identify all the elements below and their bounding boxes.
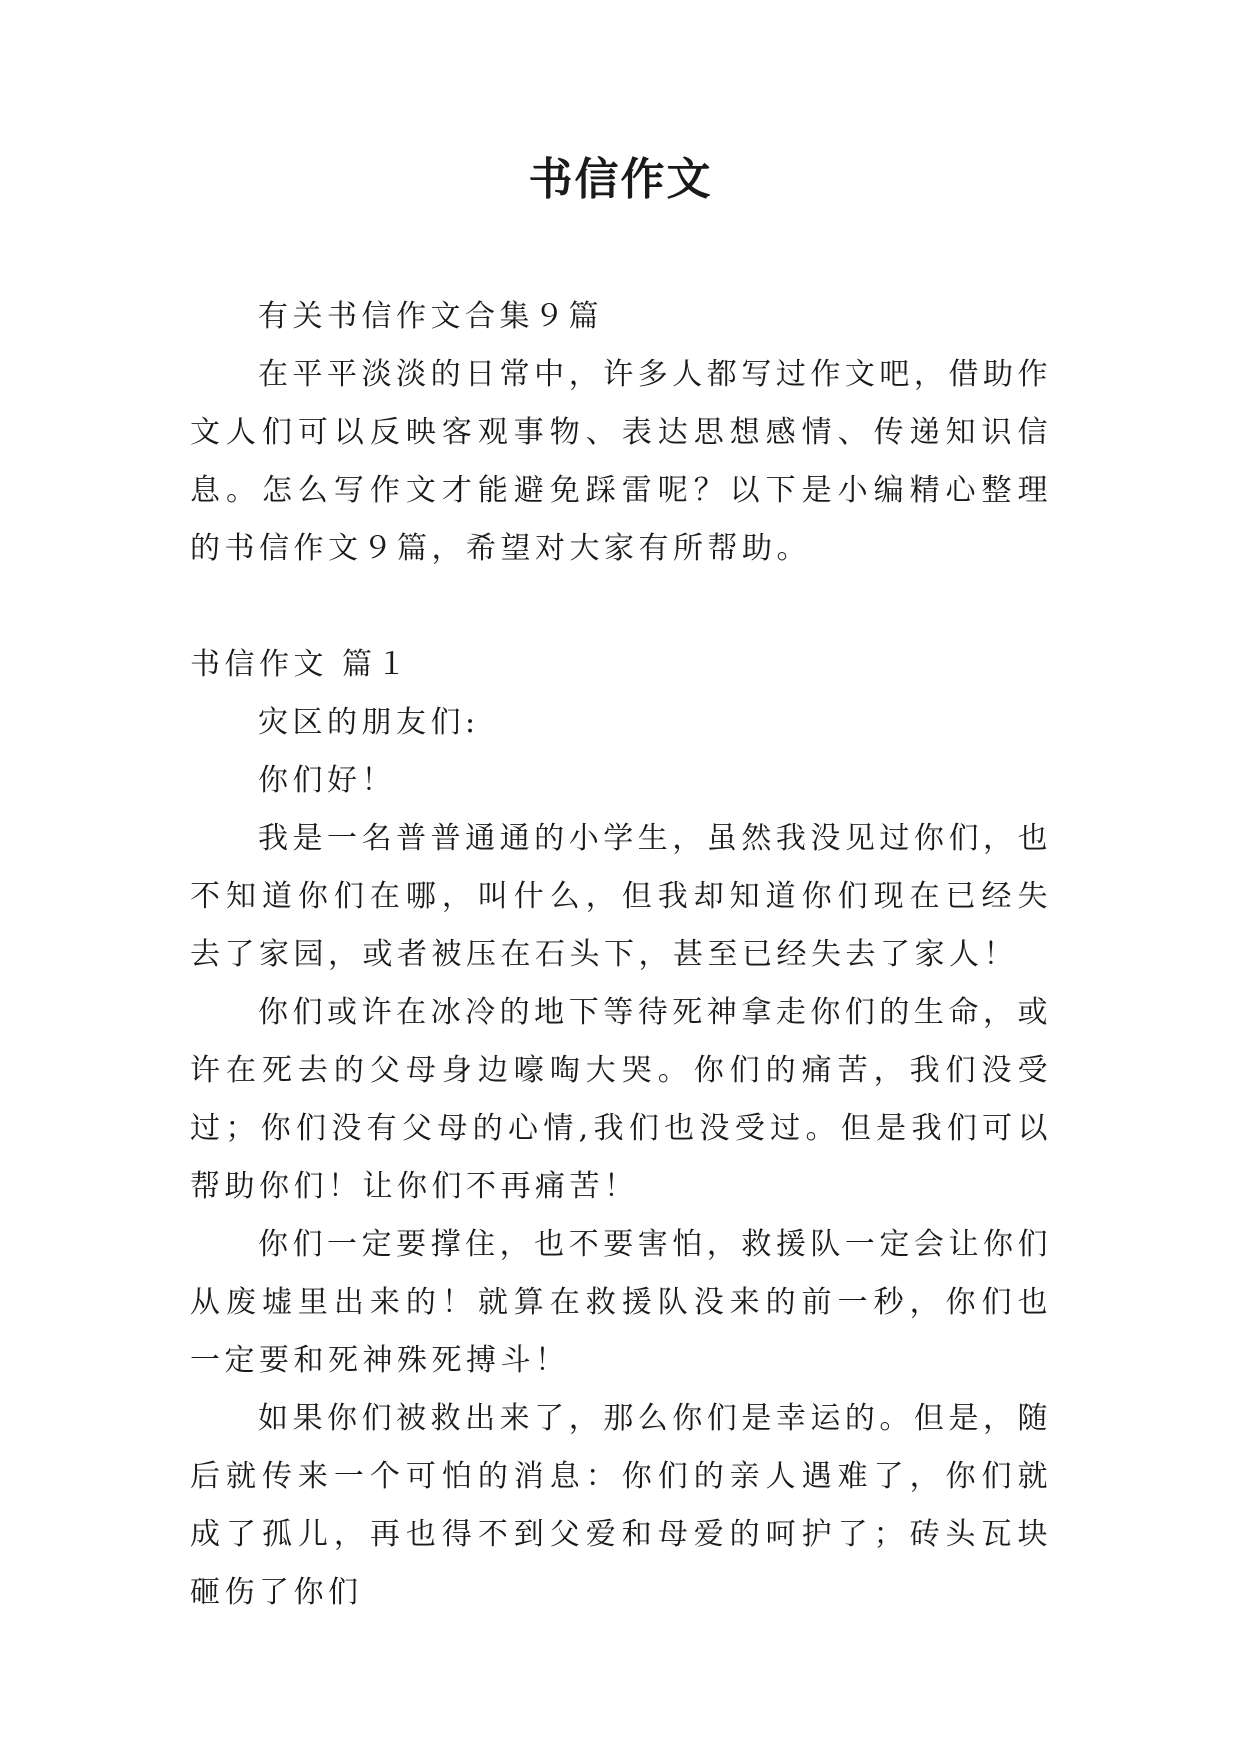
- letter-paragraph: 你们一定要撑住，也不要害怕，救援队一定会让你们从废墟里出来的！就算在救援队没来的前一秒，你们也一定要和死神殊死搏斗！: [190, 1227, 1052, 1378]
- letter-greeting: 你们好！: [258, 763, 396, 798]
- letter-paragraph: 你们或许在冰冷的地下等待死神拿走你们的生命，或许在死去的父母身边嚎啕大哭。你们的痛苦，我们没受过；你们没有父母的心情,我们也没受过。但是我们可以帮助你们！让你们不再痛苦！: [190, 995, 1052, 1204]
- document-body: [190, 288, 1052, 1622]
- intro-subtitle: 有关书信作文合集９篇: [258, 299, 603, 334]
- intro-paragraph: 在平平淡淡的日常中，许多人都写过作文吧，借助作文人们可以反映客观事物、表达思想感情、传递知识信息。怎么写作文才能避免踩雷呢？以下是小编精心整理的书信作文９篇，希望对大家有所帮助。: [190, 357, 1052, 566]
- document-title: 书信作文: [528, 154, 713, 205]
- section-heading: 书信作文 篇１: [190, 647, 412, 682]
- letter-paragraph: 我是一名普普通通的小学生，虽然我没见过你们，也不知道你们在哪，叫什么，但我却知道你们现在已经失去了家园，或者被压在石头下，甚至已经失去了家人！: [190, 821, 1052, 972]
- letter-salutation: 灾区的朋友们:: [258, 705, 480, 740]
- letter-paragraph: 如果你们被救出来了，那么你们是幸运的。但是，随后就传来一个可怕的消息：你们的亲人遇难了，你们就成了孤儿，再也得不到父爱和母爱的呵护了；砖头瓦块砸伤了你们: [190, 1401, 1052, 1610]
